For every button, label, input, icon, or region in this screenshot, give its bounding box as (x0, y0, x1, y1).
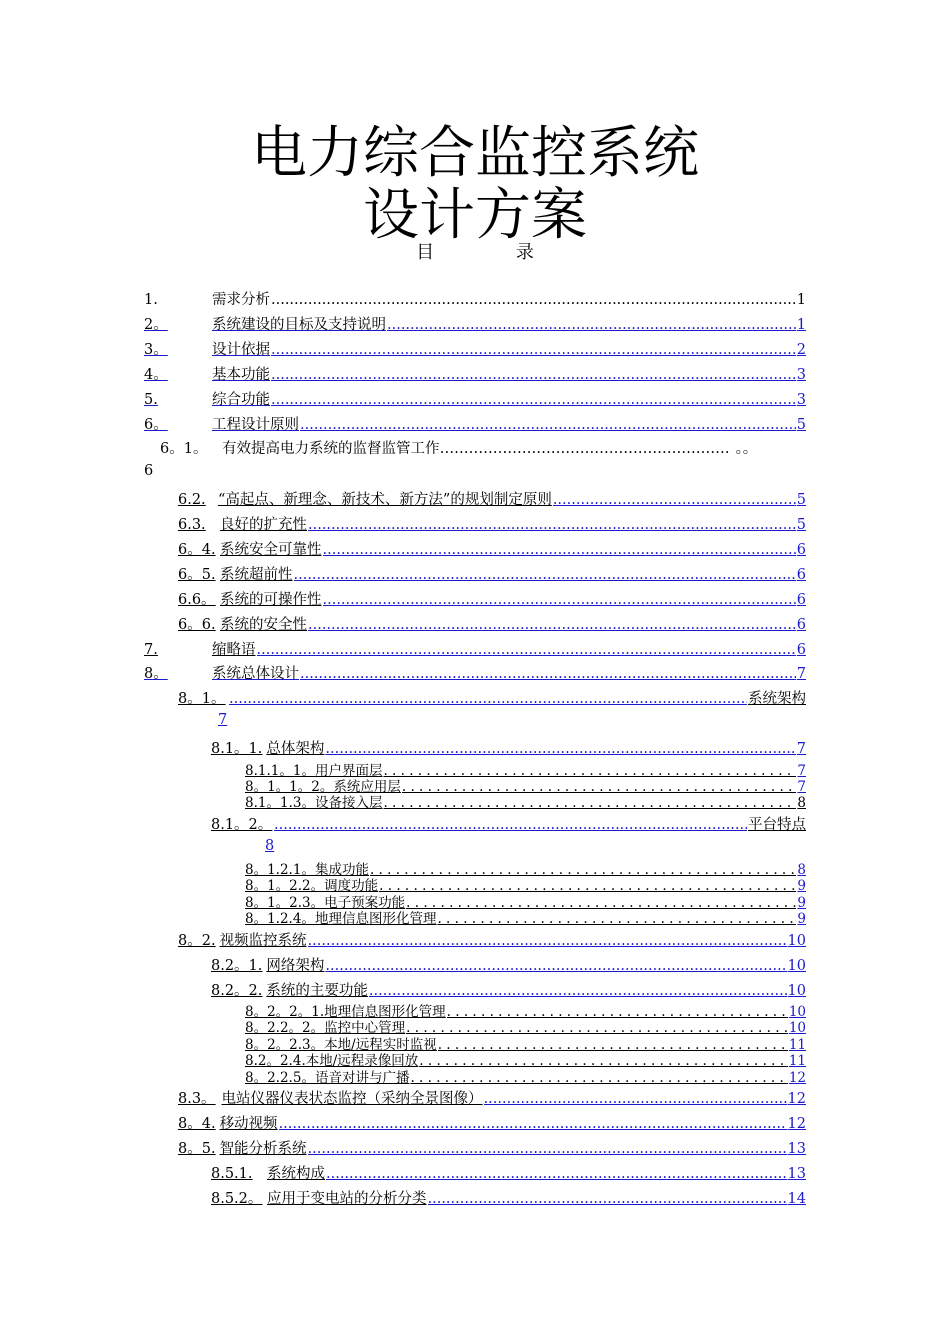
toc-entry-8-1-2-1[interactable] (245, 858, 806, 878)
toc-entry-8-1-2-2[interactable] (245, 874, 806, 894)
toc-entry-title: 8。1.2.1。集成功能 (245, 862, 369, 878)
toc-entry-6-5[interactable] (178, 563, 806, 581)
toc-entry-number: 6。1。 (160, 441, 208, 457)
toc-entry-number: 8.5.1. (211, 1166, 253, 1182)
toc-entry-title: 系统构成 (267, 1166, 325, 1182)
toc-entry-number: 3。 (144, 342, 168, 358)
toc-entry-8-3[interactable] (178, 1087, 806, 1105)
toc-entry-8-2-2-2[interactable] (245, 1016, 806, 1036)
toc-entry-8-2-1[interactable] (211, 954, 806, 972)
toc-leader-dots (308, 517, 796, 533)
toc-entry-8-2-2-5[interactable] (245, 1066, 806, 1086)
toc-entry-page: 8 (265, 838, 275, 854)
toc-entry-title: 8。2。2.3。本地/远程实时监视 (245, 1037, 437, 1053)
toc-entry-page: 5 (796, 417, 806, 433)
toc-entry-page: 6 (796, 617, 806, 633)
toc-leader-dots (325, 741, 795, 757)
toc-entry-title: 应用于变电站的分析分类 (267, 1191, 427, 1207)
toc-entry-6-3[interactable] (178, 513, 806, 531)
toc-leader-dots (274, 817, 747, 833)
toc-entry-title: 网络架构 (266, 958, 325, 974)
document-title-line2: 设计方案 (363, 183, 587, 248)
toc-entry-page: 10 (788, 1020, 806, 1036)
toc-entry-suffix: 。。 (735, 441, 758, 457)
toc-entry-8-2[interactable] (178, 929, 806, 947)
toc-entry-1[interactable] (144, 288, 806, 306)
toc-entry-8-5-2[interactable] (211, 1187, 806, 1205)
toc-entry-8-1-2-4[interactable] (245, 907, 806, 927)
toc-entry-6-6[interactable] (178, 588, 806, 606)
toc-entry-page: 10 (788, 1004, 806, 1020)
toc-entry-page: 5 (796, 492, 806, 508)
toc-entry-title: 8。1。2.2。调度功能 (245, 878, 379, 894)
toc-entry-number: 8.1。2。 (211, 817, 273, 833)
toc-entry-title: 缩略语 (212, 642, 256, 658)
toc-entry-title: 工程设计原则 (212, 417, 299, 433)
toc-entry-title: 8.1.1。1。用户界面层 (245, 763, 383, 779)
toc-entry-page: 10 (787, 933, 806, 949)
toc-entry-title: 系统的安全性 (220, 617, 307, 633)
toc-entry-title: 8。1.2.4。地理信息图形化管理 (245, 911, 437, 927)
toc-leader-dots (257, 642, 796, 658)
toc-entry-number: 8.2。2. (211, 983, 263, 999)
toc-entry-8-1-1-3[interactable] (245, 791, 806, 811)
toc-leader-dots (383, 795, 796, 811)
toc-entry-8-5[interactable] (178, 1137, 806, 1155)
toc-entry-title: 平台特点 (748, 817, 806, 833)
toc-entry-title: 需求分析 (212, 292, 270, 308)
toc-leader-dots (271, 292, 796, 308)
toc-entry-number: 7. (144, 642, 158, 658)
toc-entry-number: 8。5. (178, 1141, 216, 1157)
toc-entry-number: 8。4. (178, 1116, 216, 1132)
toc-leader-dots (294, 567, 796, 583)
toc-entry-number: 8.2。1. (211, 958, 263, 974)
toc-entry-8-1-1-1[interactable] (245, 759, 806, 779)
toc-entry-page: 5 (796, 517, 806, 533)
toc-entry-page: 9 (797, 911, 806, 927)
toc-entry-6-1[interactable] (160, 437, 757, 458)
toc-entry-title: 基本功能 (212, 367, 270, 383)
toc-entry-number: 8。1。 (178, 691, 226, 707)
toc-leader-dots (271, 367, 796, 383)
toc-entry-title: 系统安全可靠性 (220, 542, 322, 558)
toc-entry-6-1-page: 6 (144, 463, 154, 479)
toc-entry-page: 13 (787, 1141, 806, 1157)
toc-entry-title: 8.2。2.4.本地/远程录像回放 (245, 1053, 419, 1069)
toc-leader-dots (229, 691, 747, 707)
toc-entry-8-2-2-1[interactable] (245, 1000, 806, 1020)
toc-entry-5[interactable] (144, 388, 806, 406)
toc-entry-8-1[interactable] (178, 687, 806, 705)
toc-entry-page: 13 (787, 1166, 806, 1182)
toc-entry-6-2[interactable] (178, 488, 806, 506)
toc-entry-8-1-2[interactable] (211, 813, 806, 831)
toc-entry-page: 3 (796, 392, 806, 408)
toc-entry-number: 8.5.2。 (211, 1191, 263, 1207)
toc-entry-title: 系统总体设计 (212, 666, 299, 682)
toc-entry-7[interactable] (144, 638, 806, 656)
toc-leader-dots (308, 617, 796, 633)
toc-heading (0, 238, 950, 264)
toc-entry-number: 6。6. (178, 617, 216, 633)
toc-entry-8-2-2-4[interactable] (245, 1049, 806, 1069)
toc-entry-8-1-1[interactable] (211, 737, 806, 755)
toc-entry-number: 2。 (144, 317, 168, 333)
toc-entry-3[interactable] (144, 338, 806, 356)
toc-leader-dots (323, 542, 796, 558)
toc-entry-number: 6。4. (178, 542, 216, 558)
toc-leader-dots (326, 1166, 787, 1182)
toc-entry-page: 10 (787, 983, 806, 999)
toc-leader-dots (369, 983, 787, 999)
toc-entry-8-1-2-page[interactable] (211, 838, 274, 854)
toc-entry-title: 8。2。2。1.地理信息图形化管理 (245, 1004, 446, 1020)
toc-entry-2[interactable] (144, 313, 806, 331)
toc-entry-title: 视频监控系统 (219, 933, 307, 949)
toc-entry-page: 1 (796, 317, 806, 333)
toc-entry-title: 设计依据 (212, 342, 270, 358)
toc-entry-title: 系统架构 (748, 691, 806, 707)
toc-entry-title: 电站仪器仪表状态监控（采纳全景图像） (221, 1091, 483, 1107)
toc-entry-number: 1. (144, 292, 158, 308)
toc-entry-title: 系统建设的目标及支持说明 (212, 317, 386, 333)
toc-leader-dots (308, 933, 787, 949)
toc-entry-page: 9 (797, 895, 806, 911)
toc-entry-number: 6.2. (178, 492, 206, 508)
toc-entry-8-1-page[interactable] (178, 712, 227, 728)
toc-entry-number: 4。 (144, 367, 168, 383)
toc-entry-title: 系统的可操作性 (220, 592, 322, 608)
toc-entry-number: 6。5. (178, 567, 216, 583)
toc-entry-8-1-1-2[interactable] (245, 775, 806, 795)
toc-entry-page: 7 (797, 763, 806, 779)
toc-entry-number: 6。 (144, 417, 168, 433)
toc-leader-dots (279, 1116, 787, 1132)
toc-entry-page: 8 (797, 862, 806, 878)
toc-entry-title: 8。1。1。2。系统应用层 (245, 779, 401, 795)
toc-leader-dots (428, 1191, 787, 1207)
toc-entry-title: 8。1。2.3。电子预案功能 (245, 895, 406, 911)
toc-entry-page: 9 (797, 878, 806, 894)
toc-entry-title: 良好的扩充性 (220, 517, 307, 533)
toc-leader-dots (271, 392, 796, 408)
toc-leader-dots (387, 317, 796, 333)
document-title-line1: 电力综合监控系统 (251, 121, 699, 186)
toc-heading-char-1: 目 (416, 242, 435, 263)
toc-entry-page: 6 (796, 592, 806, 608)
toc-entry-number: 8.3。 (178, 1091, 216, 1107)
toc-entry-page: 1 (796, 292, 806, 308)
toc-entry-number: 8。 (144, 666, 168, 682)
toc-entry-8-5-1[interactable] (211, 1162, 806, 1180)
toc-entry-6[interactable] (144, 413, 806, 431)
toc-heading-char-2: 录 (515, 242, 534, 263)
toc-leader-dots (323, 592, 796, 608)
toc-entry-page: 2 (796, 342, 806, 358)
toc-leader-dots (325, 958, 786, 974)
toc-entry-page: 7 (218, 712, 228, 728)
toc-entry-number: 5. (144, 392, 158, 408)
toc-entry-title: 综合功能 (212, 392, 270, 408)
toc-entry-8-2-2[interactable] (211, 979, 806, 997)
toc-entry-title: 系统超前性 (220, 567, 293, 583)
toc-entry-page: 6 (796, 567, 806, 583)
toc-entry-page: 6 (796, 642, 806, 658)
toc-entry-6-4[interactable] (178, 538, 806, 556)
toc-entry-page: 3 (796, 367, 806, 383)
toc-entry-page: 12 (787, 1116, 806, 1132)
toc-leader-dots (300, 417, 796, 433)
toc-leader-dots (553, 492, 796, 508)
toc-entry-6-6-b[interactable] (178, 613, 806, 631)
toc-leader-dots (437, 911, 796, 927)
toc-entry-page: 12 (787, 1091, 806, 1107)
toc-entry-title: 智能分析系统 (219, 1141, 307, 1157)
toc-entry-page: 7 (796, 741, 806, 757)
toc-entry-4[interactable] (144, 363, 806, 381)
toc-entry-8[interactable] (144, 662, 806, 680)
toc-leader-dots (308, 1141, 787, 1157)
toc-leader-dots (484, 1091, 787, 1107)
toc-entry-page: 10 (787, 958, 806, 974)
toc-entry-page: 6 (796, 542, 806, 558)
toc-entry-page: 7 (796, 666, 806, 682)
toc-entry-page: 8 (797, 795, 806, 811)
toc-entry-number: 6.6。 (178, 592, 216, 608)
toc-entry-title: 8。2.2.5。语音对讲与广播 (245, 1070, 410, 1086)
toc-entry-8-4[interactable] (178, 1112, 806, 1130)
toc-entry-number: 8.1。1. (211, 741, 263, 757)
toc-leader-dots (410, 1070, 787, 1086)
toc-entry-number: 6.3. (178, 517, 206, 533)
toc-entry-number: 8。2. (178, 933, 216, 949)
toc-entry-title: “高起点、新理念、新技术、新方法”的规划制定原则 (218, 492, 552, 508)
toc-leader-dots (440, 441, 730, 457)
toc-leader-dots (300, 666, 796, 682)
toc-entry-8-2-2-3[interactable] (245, 1033, 806, 1053)
toc-entry-title: 8.1。1.3。设备接入层 (245, 795, 383, 811)
toc-entry-page: 11 (788, 1037, 806, 1053)
toc-entry-8-1-2-3[interactable] (245, 891, 806, 911)
toc-entry-page: 11 (788, 1053, 806, 1069)
toc-entry-page: 12 (788, 1070, 806, 1086)
toc-entry-page: 7 (797, 779, 806, 795)
toc-entry-title: 移动视频 (219, 1116, 278, 1132)
toc-entry-title: 8。2.2。2。监控中心管理 (245, 1020, 406, 1036)
toc-entry-title: 有效提高电力系统的监督监管工作 (222, 441, 440, 457)
toc-entry-title: 系统的主要功能 (266, 983, 368, 999)
toc-entry-title: 总体架构 (266, 741, 325, 757)
toc-entry-page: 14 (787, 1191, 806, 1207)
toc-leader-dots (271, 342, 796, 358)
